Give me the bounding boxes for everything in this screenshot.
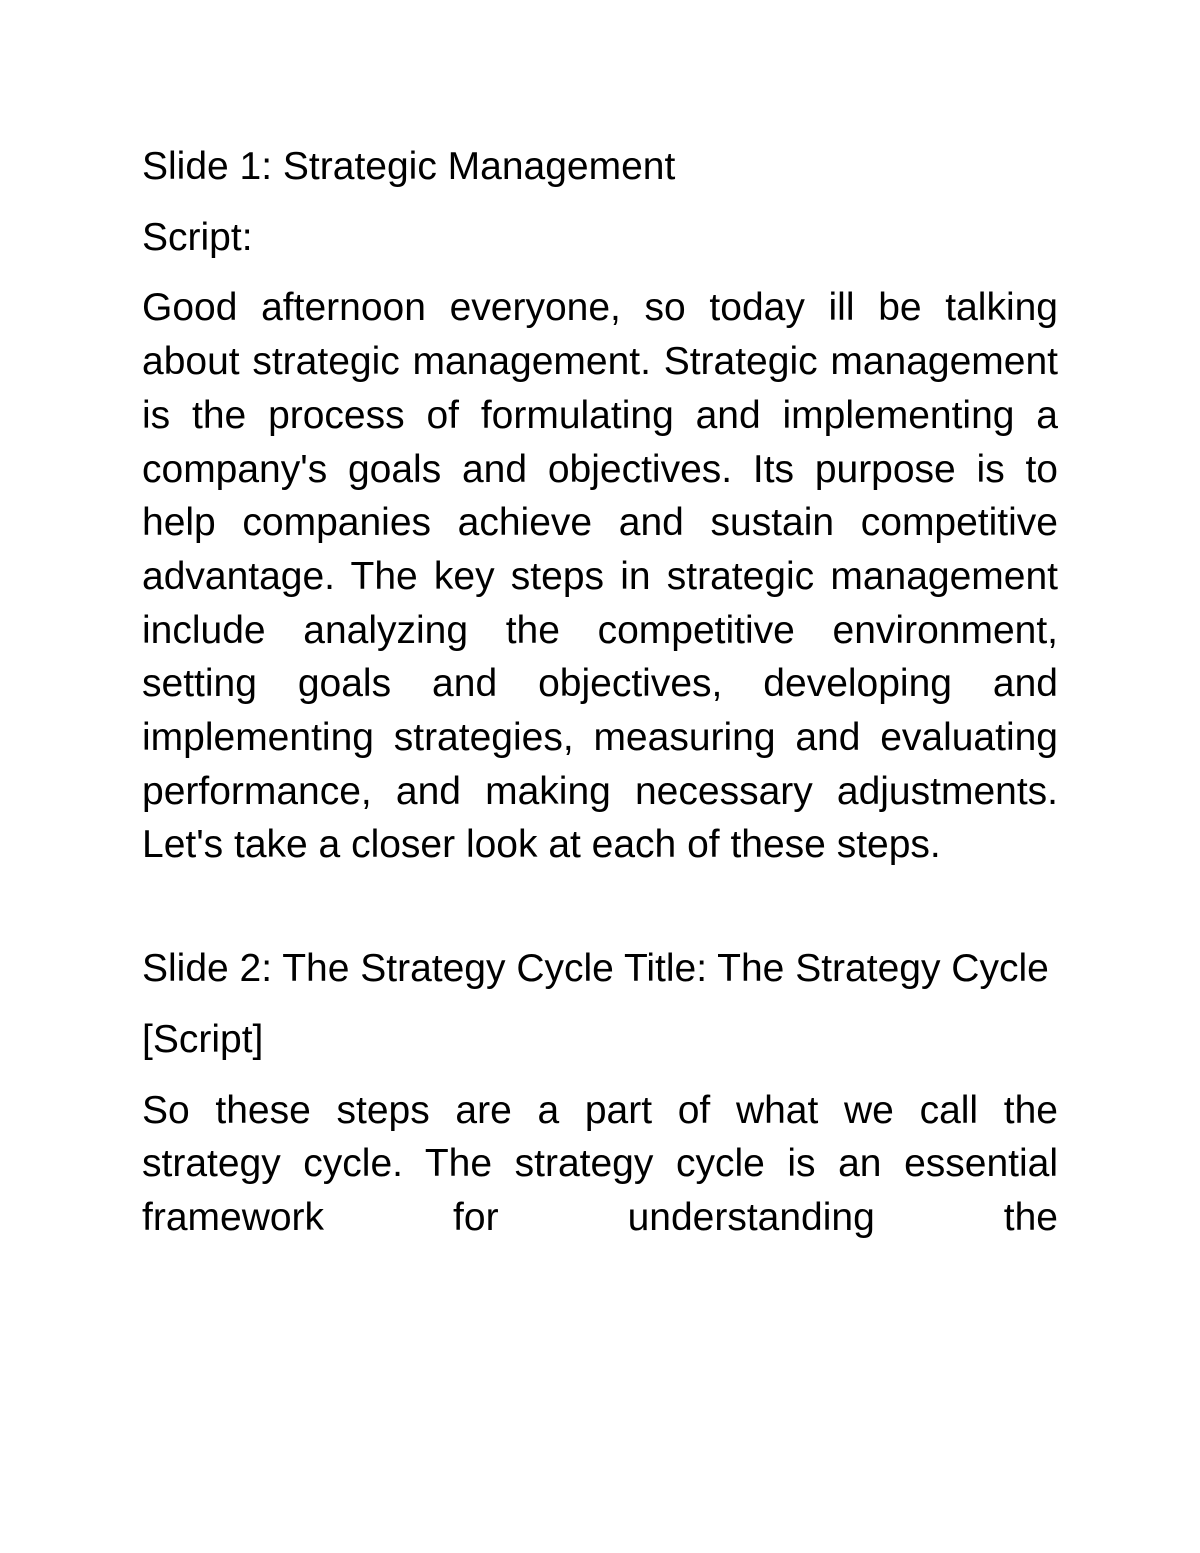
slide1-heading: Slide 1: Strategic Management xyxy=(142,145,676,188)
slide2-heading: Slide 2: The Strategy Cycle Title: The Strategy Cycle xyxy=(142,947,1049,991)
slide2-script-text: So these steps are a part of what we call the strategy cycle. The strategy cycle is an essential framework for understanding the xyxy=(142,1088,1058,1239)
slide1-script-label: Script: xyxy=(142,215,253,259)
slide2-script-label: [Script] xyxy=(142,1017,264,1061)
document-body xyxy=(142,140,1058,1245)
slide1-script-text: Good afternoon everyone, so today ill be talking about strategic management. Strategic management is the process of formulating and implementing a company's goals and objectives. Its purpose is to help companies achieve and sustain competitive advantage. The key steps in strategic management include analyzing the competitive environment, setting goals and objectives, developing and implementing strategies, measuring and evaluating performance, and making necessary adjustments. Let's take a closer look at each of these steps. xyxy=(142,286,1058,867)
